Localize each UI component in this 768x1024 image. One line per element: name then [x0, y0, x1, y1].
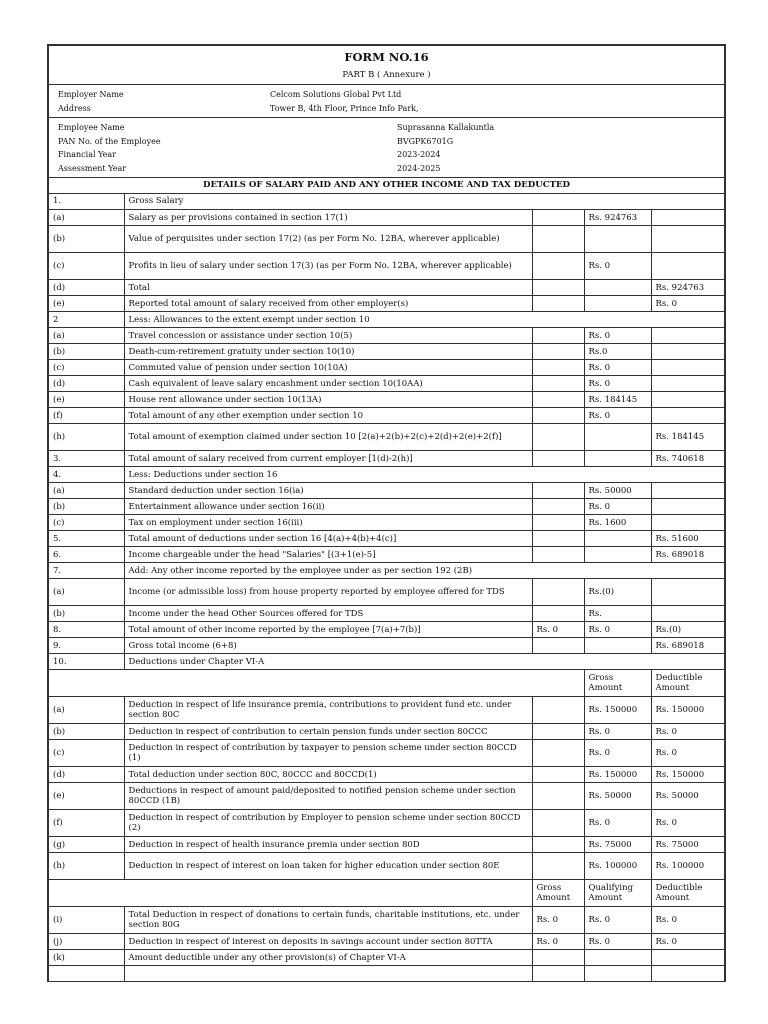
amount-cell: [532, 547, 584, 563]
table-row: [49, 547, 724, 563]
info-value: 2024-2025: [397, 163, 441, 173]
amount-cell: [532, 579, 584, 606]
amount-cell: Rs. 75000: [584, 837, 651, 853]
row-number: (h): [49, 424, 124, 451]
amount-cell: [532, 424, 584, 451]
row-description: Total amount of exemption claimed under section 10 [2(a)+2(b)+2(c)+2(d)+2(e)+2(f)]: [124, 424, 532, 451]
amount-cell: Rs. 0: [651, 907, 724, 934]
table-row: [49, 810, 724, 837]
table-row: [49, 950, 724, 966]
row-description: Salary as per provisions contained in section 17(1): [124, 210, 532, 226]
row-number: (g): [49, 837, 124, 853]
amount-cell: Rs. 924763: [651, 280, 724, 296]
amount-cell: Rs. 184145: [584, 392, 651, 408]
row-number: 6.: [49, 547, 124, 563]
amount-cell: Rs. 100000: [584, 853, 651, 880]
row-description: House rent allowance under section 10(13A): [124, 392, 532, 408]
amount-cell: [532, 606, 584, 622]
row-description: Income (or admissible loss) from house property reported by employee offered for TDS: [124, 579, 532, 606]
employer-address-row: [49, 102, 724, 116]
row-number: (f): [49, 408, 124, 424]
row-number: (a): [49, 210, 124, 226]
amount-cell: Rs. 150000: [584, 767, 651, 783]
amount-cell: [532, 837, 584, 853]
assessment-year-row: [49, 162, 724, 176]
row-number: 1.: [49, 194, 124, 210]
info-label: Assessment Year: [58, 163, 127, 173]
row-number: (i): [49, 907, 124, 934]
amount-cell: [651, 950, 724, 966]
amount-cell: Rs. 150000: [584, 697, 651, 724]
table-row: [49, 670, 724, 697]
table-row: [49, 907, 724, 934]
row-number: (c): [49, 253, 124, 280]
table-row: [49, 563, 724, 579]
column-header: Gross Amount: [532, 880, 584, 907]
table-row: [49, 724, 724, 740]
amount-cell: [651, 392, 724, 408]
row-number: 2: [49, 312, 124, 328]
row-number: (b): [49, 499, 124, 515]
amount-cell: Rs. 150000: [651, 767, 724, 783]
row-number: (f): [49, 810, 124, 837]
amount-cell: Rs. 51600: [651, 531, 724, 547]
amount-cell: [532, 697, 584, 724]
amount-cell: Rs. 740618: [651, 451, 724, 467]
employer-info: [49, 85, 724, 118]
amount-cell: [532, 280, 584, 296]
row-description: Total amount of other income reported by the employee [7(a)+7(b)]: [124, 622, 532, 638]
amount-cell: Rs. 689018: [651, 638, 724, 654]
amount-cell: [584, 950, 651, 966]
row-description: Total: [124, 280, 532, 296]
row-number: (a): [49, 328, 124, 344]
amount-cell: Rs. 0: [584, 724, 651, 740]
row-description: Reported total amount of salary received from other employer(s): [124, 296, 532, 312]
amount-cell: [532, 950, 584, 966]
form-subtitle: PART B ( Annexure ): [49, 66, 724, 85]
amount-cell: Rs. 0: [584, 328, 651, 344]
row-number: 4.: [49, 467, 124, 483]
table-row: [49, 360, 724, 376]
amount-cell: [532, 226, 584, 253]
row-number: (b): [49, 344, 124, 360]
row-description: Standard deduction under section 16(ia): [124, 483, 532, 499]
table-row: [49, 280, 724, 296]
header-blank: [49, 880, 532, 907]
amount-cell: [532, 328, 584, 344]
column-header: Gross Amount: [584, 670, 651, 697]
amount-cell: [651, 210, 724, 226]
row-number: (d): [49, 280, 124, 296]
amount-cell: [532, 966, 584, 982]
salary-details-table: [49, 194, 724, 983]
amount-cell: [651, 499, 724, 515]
row-description: Travel concession or assistance under section 10(5): [124, 328, 532, 344]
row-description: Deduction in respect of health insurance premia under section 80D: [124, 837, 532, 853]
section-heading: DETAILS OF SALARY PAID AND ANY OTHER INCOME AND TAX DEDUCTED: [49, 178, 724, 194]
row-description: Deduction in respect of interest on deposits in savings account under section 80TTA: [124, 934, 532, 950]
table-row: [49, 392, 724, 408]
table-row: [49, 638, 724, 654]
row-description: Total Deduction in respect of donations to certain funds, charitable institutions, etc. under section 80G: [124, 907, 532, 934]
row-description: Total amount of deductions under section 16 [4(a)+4(b)+4(c)]: [124, 531, 532, 547]
amount-cell: Rs. 150000: [651, 697, 724, 724]
row-description: [124, 966, 532, 982]
table-row: [49, 344, 724, 360]
info-value: Tower B, 4th Floor, Prince Info Park,: [270, 103, 419, 113]
amount-cell: [584, 296, 651, 312]
financial-year-row: [49, 148, 724, 162]
row-description: Total deduction under section 80C, 80CCC and 80CCD(1): [124, 767, 532, 783]
amount-cell: Rs. 0: [584, 810, 651, 837]
info-value: BVGPK6701G: [397, 136, 454, 146]
table-row: [49, 226, 724, 253]
table-row: [49, 853, 724, 880]
employer-name-row: [49, 88, 724, 102]
table-row: [49, 837, 724, 853]
amount-cell: [532, 783, 584, 810]
amount-cell: [584, 280, 651, 296]
amount-cell: [532, 344, 584, 360]
row-description: Profits in lieu of salary under section 17(3) (as per Form No. 12BA, wherever applicable): [124, 253, 532, 280]
table-row: [49, 740, 724, 767]
employee-name-row: [49, 121, 724, 135]
amount-cell: [532, 853, 584, 880]
table-row: [49, 579, 724, 606]
row-description: Amount deductible under any other provision(s) of Chapter VI-A: [124, 950, 532, 966]
amount-cell: Rs. 0: [584, 253, 651, 280]
table-row: [49, 467, 724, 483]
amount-cell: Rs. 0: [651, 296, 724, 312]
table-row: [49, 934, 724, 950]
info-value: 2023-2024: [397, 150, 441, 160]
row-number: (b): [49, 724, 124, 740]
table-row: [49, 253, 724, 280]
row-number: (k): [49, 950, 124, 966]
row-number: (a): [49, 483, 124, 499]
amount-cell: Rs.(0): [584, 579, 651, 606]
table-row: [49, 210, 724, 226]
amount-cell: [584, 424, 651, 451]
amount-cell: Rs. 0: [651, 724, 724, 740]
amount-cell: Rs. 0: [584, 360, 651, 376]
amount-cell: [532, 451, 584, 467]
row-description: Deduction in respect of life insurance premia, contributions to provident fund etc. under section 80C: [124, 697, 532, 724]
amount-cell: [532, 531, 584, 547]
amount-cell: Rs.(0): [651, 622, 724, 638]
amount-cell: [651, 966, 724, 982]
row-number: 10.: [49, 654, 124, 670]
row-number: (c): [49, 360, 124, 376]
row-number: 3.: [49, 451, 124, 467]
amount-cell: [651, 328, 724, 344]
row-number: (a): [49, 579, 124, 606]
form-title: FORM NO.16: [344, 50, 429, 64]
amount-cell: [584, 547, 651, 563]
amount-cell: [651, 483, 724, 499]
amount-cell: Rs. 50000: [651, 783, 724, 810]
table-row: [49, 483, 724, 499]
amount-cell: [532, 810, 584, 837]
amount-cell: Rs. 0: [651, 934, 724, 950]
amount-cell: [651, 253, 724, 280]
column-header: Deductible Amount: [651, 670, 724, 697]
row-description: Commuted value of pension under section 10(10A): [124, 360, 532, 376]
row-number: 8.: [49, 622, 124, 638]
table-row: [49, 531, 724, 547]
column-header: Deductible Amount: [651, 880, 724, 907]
amount-cell: [651, 579, 724, 606]
amount-cell: [532, 638, 584, 654]
row-number: (j): [49, 934, 124, 950]
row-description: Deduction in respect of interest on loan taken for higher education under section 80E: [124, 853, 532, 880]
amount-cell: [584, 226, 651, 253]
table-row: [49, 194, 724, 210]
row-description: Deduction in respect of contribution to certain pension funds under section 80CCC: [124, 724, 532, 740]
table-row: [49, 654, 724, 670]
info-label: Employer Name: [58, 90, 124, 100]
amount-cell: Rs. 924763: [584, 210, 651, 226]
table-row: [49, 328, 724, 344]
row-description: Entertainment allowance under section 16(ii): [124, 499, 532, 515]
row-number: 9.: [49, 638, 124, 654]
row-description: Deduction in respect of contribution by taxpayer to pension scheme under section 80CCD (1): [124, 740, 532, 767]
amount-cell: [651, 226, 724, 253]
section-title: Deductions under Chapter VI-A: [124, 654, 724, 670]
form-16-document: [47, 44, 726, 982]
info-value: Celcom Solutions Global Pvt Ltd: [270, 90, 402, 100]
info-label: PAN No. of the Employee: [58, 136, 161, 146]
section-title: Less: Allowances to the extent exempt under section 10: [124, 312, 724, 328]
amount-cell: [532, 210, 584, 226]
table-row: [49, 622, 724, 638]
section-title: Less: Deductions under section 16: [124, 467, 724, 483]
amount-cell: Rs. 0: [584, 907, 651, 934]
amount-cell: [651, 376, 724, 392]
table-row: [49, 312, 724, 328]
amount-cell: [532, 483, 584, 499]
amount-cell: [532, 296, 584, 312]
row-number: (c): [49, 515, 124, 531]
row-description: Income under the head Other Sources offered for TDS: [124, 606, 532, 622]
amount-cell: [532, 253, 584, 280]
row-number: (d): [49, 767, 124, 783]
row-number: 7.: [49, 563, 124, 579]
row-number: (b): [49, 606, 124, 622]
amount-cell: Rs. 0: [584, 934, 651, 950]
row-number: [49, 966, 124, 982]
amount-cell: [584, 966, 651, 982]
amount-cell: [532, 408, 584, 424]
row-description: Total amount of salary received from current employer [1(d)-2(h)]: [124, 451, 532, 467]
row-description: Tax on employment under section 16(iii): [124, 515, 532, 531]
table-row: [49, 296, 724, 312]
amount-cell: Rs. 50000: [584, 783, 651, 810]
row-number: (e): [49, 783, 124, 810]
row-description: Cash equivalent of leave salary encashment under section 10(10AA): [124, 376, 532, 392]
table-row: [49, 966, 724, 982]
amount-cell: [532, 392, 584, 408]
info-label: Employee Name: [58, 123, 125, 133]
amount-cell: Rs. 1600: [584, 515, 651, 531]
info-value: Suprasanna Kallakuntla: [397, 123, 495, 133]
employee-info: [49, 118, 724, 178]
amount-cell: Rs.: [584, 606, 651, 622]
table-row: [49, 767, 724, 783]
amount-cell: Rs. 0: [584, 499, 651, 515]
amount-cell: [532, 724, 584, 740]
row-number: (d): [49, 376, 124, 392]
amount-cell: Rs. 0: [584, 408, 651, 424]
amount-cell: [532, 376, 584, 392]
info-label: Financial Year: [58, 150, 117, 160]
row-number: (c): [49, 740, 124, 767]
table-row: [49, 515, 724, 531]
amount-cell: Rs. 0: [651, 740, 724, 767]
amount-cell: Rs. 100000: [651, 853, 724, 880]
table-row: [49, 451, 724, 467]
row-description: Total amount of any other exemption under section 10: [124, 408, 532, 424]
amount-cell: [532, 499, 584, 515]
employee-pan-row: [49, 135, 724, 149]
table-row: [49, 424, 724, 451]
table-row: [49, 697, 724, 724]
table-row: [49, 783, 724, 810]
amount-cell: [532, 360, 584, 376]
row-number: 5.: [49, 531, 124, 547]
table-row: [49, 880, 724, 907]
amount-cell: Rs. 0: [532, 907, 584, 934]
section-title: Gross Salary: [124, 194, 724, 210]
row-number: (e): [49, 392, 124, 408]
amount-cell: [651, 606, 724, 622]
row-number: (h): [49, 853, 124, 880]
amount-cell: Rs. 0: [584, 740, 651, 767]
amount-cell: [651, 408, 724, 424]
amount-cell: Rs. 689018: [651, 547, 724, 563]
section-title: Add: Any other income reported by the employee under as per section 192 (2B): [124, 563, 724, 579]
amount-cell: Rs.0: [584, 344, 651, 360]
row-description: Deduction in respect of contribution by Employer to pension scheme under section 80CCD (2): [124, 810, 532, 837]
amount-cell: [584, 638, 651, 654]
amount-cell: Rs. 50000: [584, 483, 651, 499]
amount-cell: [532, 740, 584, 767]
amount-cell: [651, 344, 724, 360]
amount-cell: [532, 767, 584, 783]
table-row: [49, 408, 724, 424]
amount-cell: Rs. 0: [584, 376, 651, 392]
amount-cell: [532, 515, 584, 531]
info-label: Address: [58, 103, 91, 113]
amount-cell: Rs. 0: [651, 810, 724, 837]
amount-cell: [584, 451, 651, 467]
amount-cell: [651, 515, 724, 531]
header-blank: [49, 670, 584, 697]
column-header: Qualifying Amount: [584, 880, 651, 907]
amount-cell: Rs. 0: [532, 622, 584, 638]
row-description: Gross total income (6+8): [124, 638, 532, 654]
row-description: Value of perquisites under section 17(2) (as per Form No. 12BA, wherever applicable): [124, 226, 532, 253]
row-description: Deductions in respect of amount paid/deposited to notified pension scheme under section 80CCD (1B): [124, 783, 532, 810]
table-row: [49, 606, 724, 622]
amount-cell: Rs. 184145: [651, 424, 724, 451]
amount-cell: Rs. 0: [584, 622, 651, 638]
amount-cell: Rs. 75000: [651, 837, 724, 853]
row-number: (e): [49, 296, 124, 312]
row-description: Income chargeable under the head "Salaries" [(3+1(e)-5]: [124, 547, 532, 563]
table-row: [49, 499, 724, 515]
amount-cell: [651, 360, 724, 376]
row-number: (b): [49, 226, 124, 253]
table-row: [49, 376, 724, 392]
row-description: Death-cum-retirement gratuity under section 10(10): [124, 344, 532, 360]
amount-cell: Rs. 0: [532, 934, 584, 950]
row-number: (a): [49, 697, 124, 724]
amount-cell: [584, 531, 651, 547]
